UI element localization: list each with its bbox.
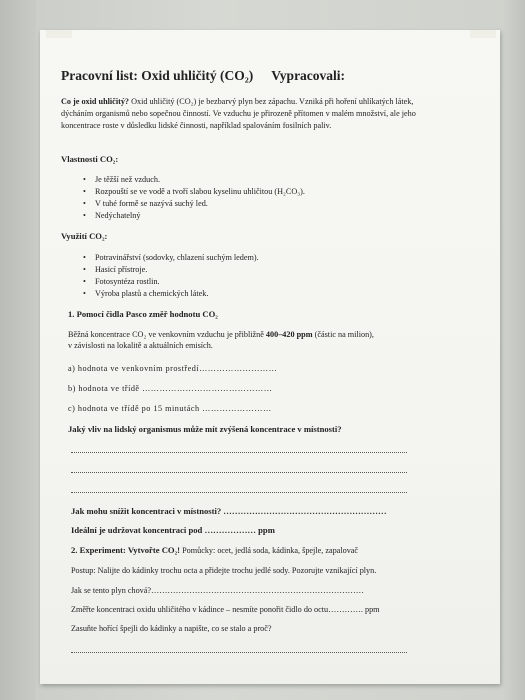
title-text: Pracovní list: Oxid uhličitý (CO₂) [61,68,254,83]
impact-question: Jaký vliv na lidský organismus může mít zvýšená koncentrace v místnosti? [68,424,342,434]
property-item: • Je těžší než vzduch. [95,175,160,184]
task1-text-c: v závislosti na lokalitě a aktuálních emisích. [68,341,213,350]
wall-right [503,0,525,700]
use-item: • Fotosyntéza rostlin. [95,277,160,286]
use-item: • Hasicí přístroje. [95,265,147,274]
use-item: • Výroba plastů a chemických látek. [95,289,208,298]
task1-text-a: Běžná koncentrace CO₂ ve venkovním vzduchu je přibližně [68,330,266,339]
measure-classroom-15min: c) hodnota ve třídě po 15 minutách …………………… [68,404,272,413]
tape-top-right [470,30,496,38]
answer-line [71,652,407,653]
experiment-question-splint: Zasuňte hořící špejli do kádinky a napište, co se stalo a proč? [71,624,272,633]
property-item: • V tuhé formě se nazývá suchý led. [95,199,208,208]
task1-range: 400–420 ppm [265,330,313,339]
experiment-line [71,545,358,555]
task1-heading: 1. Pomocí čidla Pasco změř hodnotu CO₂ [68,309,218,319]
intro-question: Co je oxid uhličitý? [61,97,130,106]
answer-line [71,472,407,473]
measure-outdoor: a) hodnota ve venkovním prostředí……………………… [68,364,278,373]
authors-label: Vypracovali: [271,68,346,83]
ideal-concentration: Ideální je udržovat koncentraci pod ……………… ppm [71,525,275,535]
task1-text-b: (částic na milion), [312,330,374,339]
use-item: • Potravinářství (sodovky, chlazení suchým ledem). [95,253,259,262]
experiment-question-concentration: Změřte koncentraci oxidu uhličitého v kádince – nesmíte ponořit čidlo do octu…………. ppm [71,605,380,614]
property-item: • Rozpouští se ve vodě a tvoří slabou kyselinu uhličitou (H₂CO₃). [95,187,305,196]
worksheet-title [61,68,345,84]
experiment-procedure: Postup: Nalijte do kádinky trochu octa a přidejte trochu jedlé sody. Pozorujte vznikající plyn. [71,566,377,575]
property-item: • Nedýchatelný [95,211,140,220]
intro-text: Oxid uhličitý (CO₂) je bezbarvý plyn bez zápachu. Vzniká při hoření uhlíkatých látek, dýcháním organismů nebo sopečnou činností. Ve vzduchu je přirozeně přítomen v malém množství, ale jeho koncentrace roste v důsledku lidské činnosti, například spalováním fosilních paliv. [61,97,416,130]
task1-text [68,330,374,339]
experiment-heading: 2. Experiment: Vytvořte CO₂! [71,545,181,555]
uses-heading: Využití CO₂: [61,231,108,241]
wall-left [0,0,36,700]
tape-top-left [46,30,72,38]
worksheet-paper [40,30,500,684]
answer-line [71,492,407,493]
measure-classroom: b) hodnota ve třídě ……………………………………… [68,384,273,393]
properties-heading: Vlastnosti CO₂: [61,154,119,164]
reduce-question: Jak mohu snížit koncentraci v místnosti? ………………………………………………… [71,506,387,516]
answer-line [71,452,407,453]
experiment-tools: Pomůcky: ocet, jedlá soda, kádinka, špejle, zapalovač [180,546,359,555]
experiment-question-behaviour: Jak se tento plyn chová?…………………………………………………………………… [71,586,364,595]
intro-paragraph [61,96,441,131]
